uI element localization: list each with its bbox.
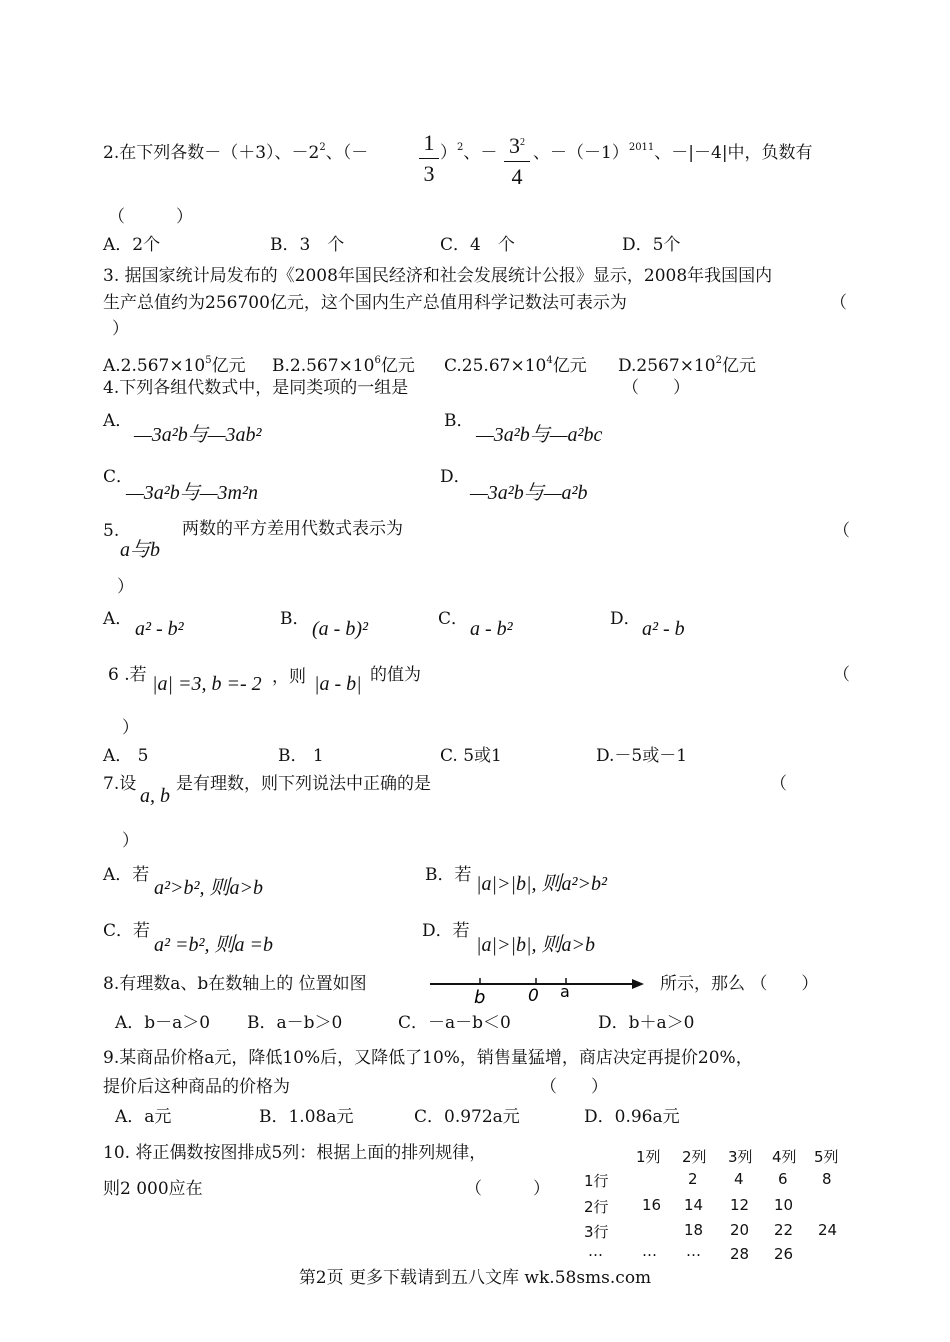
grid-col-header: 2列 (682, 1148, 707, 1166)
grid-col-header: 5列 (814, 1148, 839, 1166)
q7-paren-open: （ (770, 774, 787, 794)
axis-label-b: b (474, 987, 486, 1006)
q8-tail: 所示，那么 （ ） (660, 974, 819, 994)
q6-number: 6 .若 (108, 665, 147, 685)
q5-expr-b: (a - b)² (312, 618, 368, 640)
q6-option-c: C. 5或1 (440, 746, 502, 766)
q2-fraction-2: $3^2$ 4 (504, 130, 530, 190)
q3-paren-close: ） (112, 319, 129, 339)
q2-stem-c: ）$^2$、－ (440, 142, 498, 163)
q5-expr-d: a² - b (642, 618, 685, 640)
grid-cell: 20 (730, 1221, 750, 1239)
q6-paren-close: ） (122, 718, 139, 738)
q2-stem-e: 、$-(-1)^{2011}$、－|－4|中，负数有 (533, 142, 813, 163)
q4-label-c: C． (103, 467, 134, 487)
q5-label-b: B． (280, 609, 310, 629)
q5-expr: a与b (120, 539, 160, 561)
q9-answer-paren: （ ） (540, 1077, 608, 1097)
number-line-figure (428, 970, 648, 1006)
q7-stem: 是有理数，则下列说法中正确的是 (176, 774, 431, 794)
q4-expr-b: —3a²b与—a²bc (476, 424, 603, 446)
page-footer: 第2页 更多下载请到五八文库 wk.58sms.com (298, 1268, 652, 1288)
grid-cell: 22 (774, 1221, 794, 1239)
axis-label-a: a (560, 982, 570, 1001)
q4-label-b: B． (444, 411, 474, 431)
grid-cell: 6 (778, 1170, 788, 1188)
q6-tail: 的值为 (370, 665, 421, 685)
q5-expr-a: a² - b² (135, 618, 184, 640)
q3-line-2: 生产总值约为256700亿元，这个国内生产总值用科学记数法可表示为 (103, 293, 627, 313)
even-number-grid (580, 1144, 850, 1262)
q4-expr-a: —3a²b与—3ab² (134, 424, 262, 446)
q3-paren-open: （ (830, 293, 847, 313)
grid-col-header: 1列 (636, 1148, 661, 1166)
q6-option-a: A． 5 (103, 746, 149, 766)
q2-option-d: D．5个 (622, 235, 681, 255)
grid-col-header: 4列 (772, 1148, 797, 1166)
q2-option-a: A．2个 (103, 235, 161, 255)
grid-cell: 4 (734, 1170, 744, 1188)
q8-stem: 8.有理数a、b在数轴上的 位置如图 (103, 974, 367, 994)
q10-line-1: 10. 将正偶数按图排成5列：根据上面的排列规律， (103, 1143, 487, 1163)
grid-row-label: 1行 (584, 1172, 609, 1190)
axis-label-zero: 0 (528, 986, 539, 1006)
q4-answer-paren: （ ） (622, 378, 690, 398)
q3-line-1: 3. 据国家统计局发布的《2008年国民经济和社会发展统计公报》显示，2008年我国国内 (103, 266, 773, 286)
q5-expr-c: a - b² (470, 618, 513, 640)
q5-paren-close: ） (117, 577, 134, 597)
q7-label-a: A．若 (103, 865, 150, 885)
q2-answer-paren: （ ） (108, 207, 193, 227)
grid-row-label: … (588, 1242, 603, 1260)
number-line-arrow (632, 979, 644, 989)
q7-expr-b: |a|>|b|, 则a²>b² (476, 873, 607, 895)
q5-stem: 两数的平方差用代数式表示为 (182, 519, 403, 539)
q7-label-c: C．若 (103, 921, 151, 941)
q3-option-d: $D.2567\times 10^2$亿元 (618, 355, 756, 376)
q9-option-c: C．0.972a元 (414, 1107, 520, 1127)
q4-expr-d: —3a²b与—a²b (470, 482, 588, 504)
q6-option-d: D.－5或－1 (596, 746, 688, 766)
q8-option-d: D．b＋a＞0 (598, 1013, 695, 1033)
q10-line-2: 则2 000应在 (103, 1179, 203, 1199)
grid-cell: 18 (684, 1221, 704, 1239)
q6-then: ，则 (272, 667, 306, 687)
grid-cell: 10 (774, 1196, 794, 1214)
grid-cell: … (642, 1242, 657, 1260)
q7-label-d: D．若 (422, 921, 470, 941)
q4-expr-c: —3a²b与—3m²n (126, 482, 259, 504)
q6-option-b: B． 1 (278, 746, 324, 766)
q5-paren-open: （ (833, 521, 850, 541)
grid-cell: 24 (818, 1221, 838, 1239)
q9-option-d: D．0.96a元 (584, 1107, 680, 1127)
q6-expr: |a - b| (314, 673, 362, 695)
q9-option-a: A．a元 (115, 1107, 172, 1127)
q3-option-b: $B.2.567\times 10^6$亿元 (272, 355, 415, 376)
q4-label-a: A． (103, 411, 133, 431)
grid-cell: 8 (822, 1170, 832, 1188)
q4-label-d: D． (440, 467, 471, 487)
grid-row-label: 2行 (584, 1198, 609, 1216)
q7-expr-a: a²>b², 则a>b (154, 877, 263, 899)
q4-stem: 4.下列各组代数式中，是同类项的一组是 (103, 378, 409, 398)
q6-paren-open: （ (833, 665, 850, 685)
q6-condition: |a| =3, b =- 2 (152, 673, 262, 695)
q7-expr: a, b (140, 785, 170, 807)
grid-cell: 26 (774, 1245, 794, 1263)
q5-number: 5. (103, 521, 120, 541)
q2-stem: 2.在下列各数－（＋3）、$-2^2$、（－ (103, 142, 369, 163)
q7-number: 7.设 (103, 774, 137, 794)
q8-option-a: A．b－a＞0 (115, 1013, 211, 1033)
grid-cell: 28 (730, 1245, 750, 1263)
grid-cell: 12 (730, 1196, 750, 1214)
q8-option-b: B．a－b＞0 (247, 1013, 343, 1033)
q2-option-b: B．3 个 (270, 235, 345, 255)
q10-answer-paren: （ ） (465, 1179, 550, 1199)
q7-paren-close: ） (122, 831, 139, 851)
q5-label-a: A． (103, 609, 133, 629)
grid-cell: 16 (642, 1196, 662, 1214)
q3-option-c: $C.25.67\times 10^4$亿元 (444, 355, 587, 376)
q5-label-c: C． (438, 609, 469, 629)
q2-option-c: C．4 个 (440, 235, 515, 255)
q7-expr-d: |a|>|b|, 则a>b (476, 934, 595, 956)
q9-option-b: B．1.08a元 (259, 1107, 354, 1127)
grid-cell: … (686, 1242, 701, 1260)
q2-fraction-1: 1 3 (419, 130, 439, 187)
q3-option-a: $A.2.567\times 10^5$亿元 (103, 355, 246, 376)
grid-cell: 14 (684, 1196, 704, 1214)
grid-row-label: 3行 (584, 1223, 609, 1241)
q8-option-c: C．－a－b＜0 (398, 1013, 511, 1033)
q7-expr-c: a² =b², 则a =b (154, 934, 273, 956)
q9-line-2: 提价后这种商品的价格为 (103, 1077, 290, 1097)
q5-label-d: D． (610, 609, 641, 629)
q7-label-b: B．若 (425, 865, 472, 885)
q9-line-1: 9.某商品价格a元，降低10%后，又降低了10%，销售量猛增，商店决定再提价20%， (103, 1048, 753, 1068)
grid-col-header: 3列 (728, 1148, 753, 1166)
grid-cell: 2 (688, 1170, 698, 1188)
